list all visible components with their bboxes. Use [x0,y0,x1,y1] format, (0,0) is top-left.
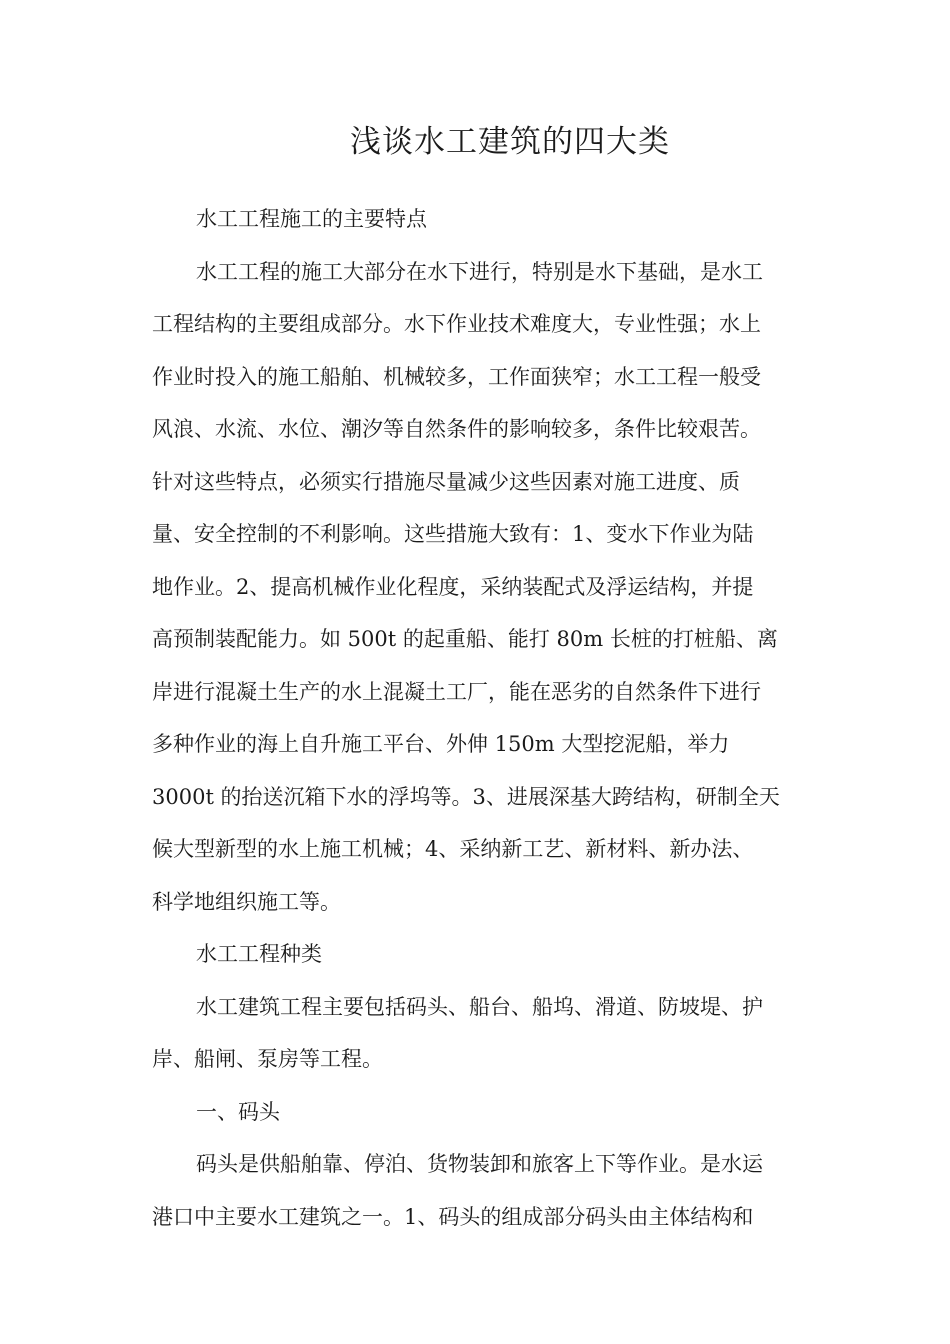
text-line: 风浪、水流、水位、潮汐等自然条件的影响较多，条件比较艰苦。 [152,417,761,441]
text-line: 岸进行混凝土生产的水上混凝土工厂，能在恶劣的自然条件下进行 [152,679,761,704]
text-line: 针对这些特点，必须实行措施尽量减少这些因素对施工进度、质 [152,469,740,494]
paragraph-wharf-heading [152,1086,802,1139]
text-line: 作业时投入的施工船舶、机械较多，工作面狭窄；水工工程一般受 [152,364,761,389]
text-line: 候大型新型的水上施工机械；4、采纳新工艺、新材料、新办法、 [152,837,754,861]
text-line: 岸、船闸、泵房等工程。 [152,1047,383,1071]
text-line: 高预制装配能力。如 500t 的起重船、能打 80m 长桩的打桩船、离 [152,627,778,651]
text-line: 量、安全控制的不利影响。这些措施大致有：1、变水下作业为陆 [152,522,754,546]
text-line: 工程结构的主要组成部分。水下作业技术难度大，专业性强；水上 [152,312,761,336]
document-body [152,193,802,1243]
text-line: 码头是供船舶靠、停泊、货物装卸和旅客上下等作业。是水运 [196,1152,763,1176]
text-line: 港口中主要水工建筑之一。1、码头的组成部分码头由主体结构和 [152,1204,754,1229]
text-line: 水工建筑工程主要包括码头、船台、船坞、滑道、防坡堤、护 [196,994,763,1019]
text-line: 3000t 的抬送沉箱下水的浮坞等。3、进展深基大跨结构，研制全天 [152,784,780,809]
text-line: 地作业。2、提高机械作业化程度，采纳装配式及浮运结构，并提 [152,574,754,599]
paragraph-construction-features-heading [152,193,802,246]
text-line: 多种作业的海上自升施工平台、外伸 150m 大型挖泥船，举力 [152,732,730,756]
document-title: 浅谈水工建筑的四大类 [350,124,670,160]
text-line: 水工工程施工的主要特点 [196,207,427,231]
paragraph-construction-features [152,246,802,929]
paragraph-wharf [152,1138,802,1243]
text-line: 水工工程的施工大部分在水下进行，特别是水下基础，是水工 [196,259,763,284]
text-line: 水工工程种类 [196,942,322,966]
paragraph-engineering-types [152,981,802,1086]
text-line: 一、码头 [196,1099,280,1124]
paragraph-engineering-types-heading [152,928,802,981]
text-line: 科学地组织施工等。 [152,889,341,914]
